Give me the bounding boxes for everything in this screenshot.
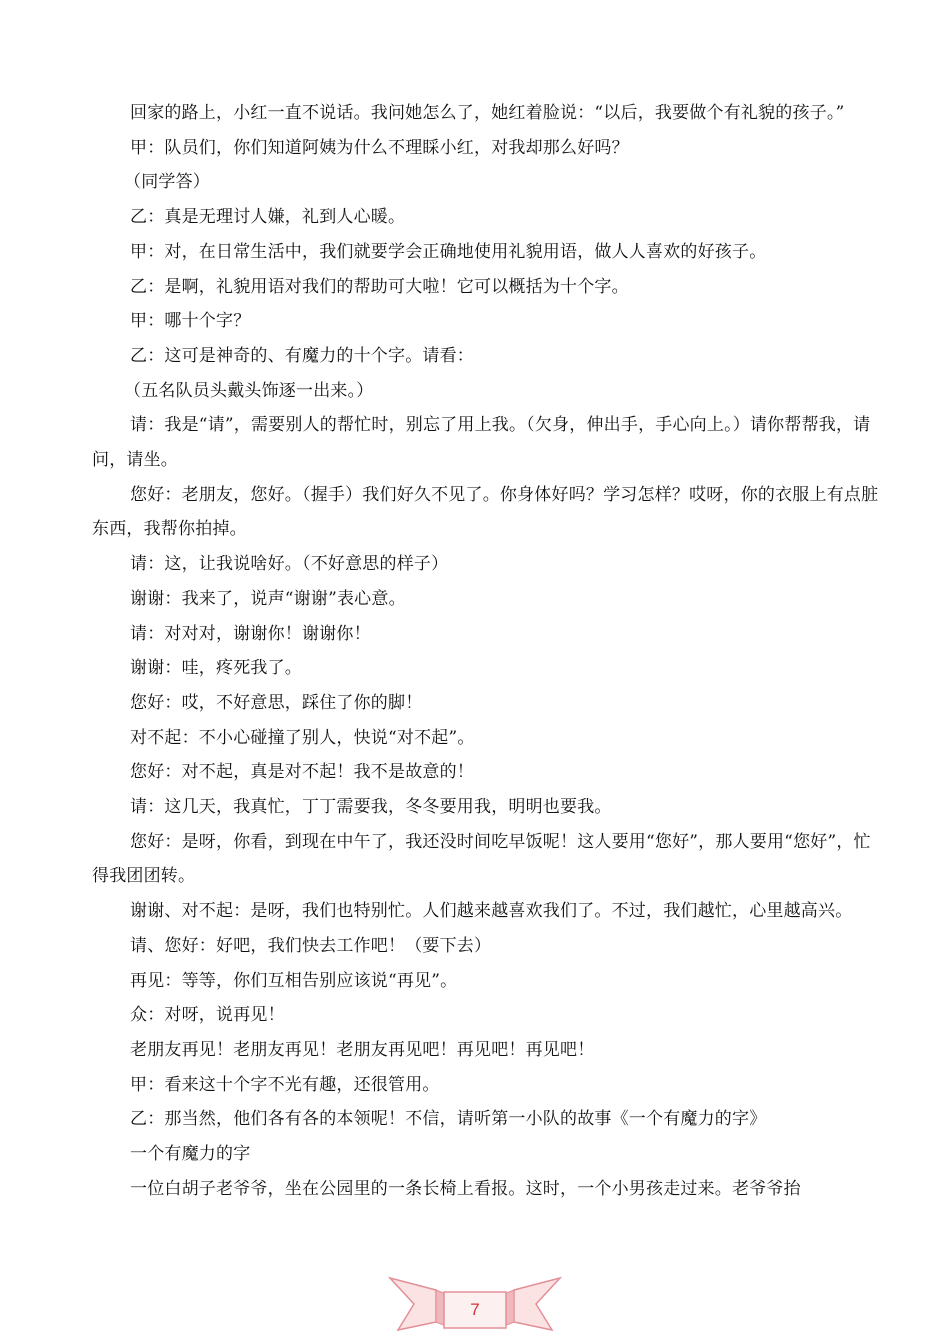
paragraph: 谢谢：我来了，说声“谢谢”表心意。: [130, 588, 406, 609]
paragraph: 您好：哎，不好意思，踩住了你的脚！: [130, 692, 423, 713]
paragraph: 再见：等等，你们互相告别应该说“再见”。: [130, 970, 458, 991]
paragraph: 请、您好：好吧，我们快去工作吧！（要下去）: [130, 935, 492, 956]
paragraph: 一个有魔力的字: [130, 1144, 251, 1165]
paragraph: 乙：那当然，他们各有各的本领呢！不信，请听第一小队的故事《一个有魔力的字》: [130, 1109, 767, 1130]
page-number: 7: [470, 1300, 480, 1319]
paragraph: 请：我是“请”，需要别人的帮忙时，别忘了用上我。（欠身，伸出手，手心向上。）请你帮帮我，请问，请坐。: [92, 415, 871, 471]
paragraph: 甲：看来这十个字不光有趣，还很管用。: [130, 1074, 440, 1095]
paragraph: 您好：对不起，真是对不起！我不是故意的！: [130, 762, 474, 783]
paragraph: 您好：是呀，你看，到现在中午了，我还没时间吃早饭呢！这人要用“您好”，那人要用“您好”，忙得我团团转。: [92, 831, 871, 887]
paragraph: 请：这几天，我真忙，丁丁需要我，冬冬要用我，明明也要我。: [130, 797, 612, 818]
page-footer: [0, 1268, 950, 1344]
paragraph: 乙：真是无理讨人嫌，礼到人心暖。: [130, 207, 406, 228]
paragraph: 乙：这可是神奇的、有魔力的十个字。请看：: [130, 345, 474, 366]
paragraph: 谢谢：哇，疼死我了。: [130, 658, 302, 679]
paragraph: 众：对呀，说再见！: [130, 1005, 285, 1026]
paragraph: 请：这，让我说啥好。（不好意思的样子）: [130, 554, 449, 575]
paragraph: 对不起：不小心碰撞了别人，快说“对不起”。: [130, 727, 475, 748]
paragraph: 甲：哪十个字？: [130, 311, 251, 332]
paragraph: 您好：老朋友，您好。（握手）我们好久不见了。你身体好吗？学习怎样？哎呀，你的衣服上有点脏东西，我帮你拍掉。: [92, 484, 879, 540]
paragraph: 甲：对，在日常生活中，我们就要学会正确地使用礼貌用语，做人人喜欢的好孩子。: [130, 241, 767, 262]
paragraph: 一位白胡子老爷爷，坐在公园里的一条长椅上看报。这时，一个小男孩走过来。老爷爷抬: [130, 1178, 801, 1199]
paragraph: （五名队员头戴头饰逐一出来。）: [124, 380, 374, 401]
paragraph: 回家的路上，小红一直不说话。我问她怎么了，她红着脸说：“以后，我要做个有礼貌的孩子。”: [130, 103, 845, 123]
document-body: [92, 96, 882, 1207]
paragraph: 老朋友再见！老朋友再见！老朋友再见吧！再见吧！再见吧！: [130, 1039, 595, 1060]
paragraph: 请：对对对，谢谢你！谢谢你！: [130, 623, 371, 644]
paragraph: 乙：是啊，礼貌用语对我们的帮助可大啦！它可以概括为十个字。: [130, 276, 629, 297]
paragraph: （同学答）: [124, 172, 210, 193]
paragraph: 谢谢、对不起：是呀，我们也特别忙。人们越来越喜欢我们了。不过，我们越忙，心里越高兴。: [130, 901, 853, 922]
paragraph: 甲：队员们，你们知道阿姨为什么不理睬小红，对我却那么好吗？: [130, 137, 629, 158]
